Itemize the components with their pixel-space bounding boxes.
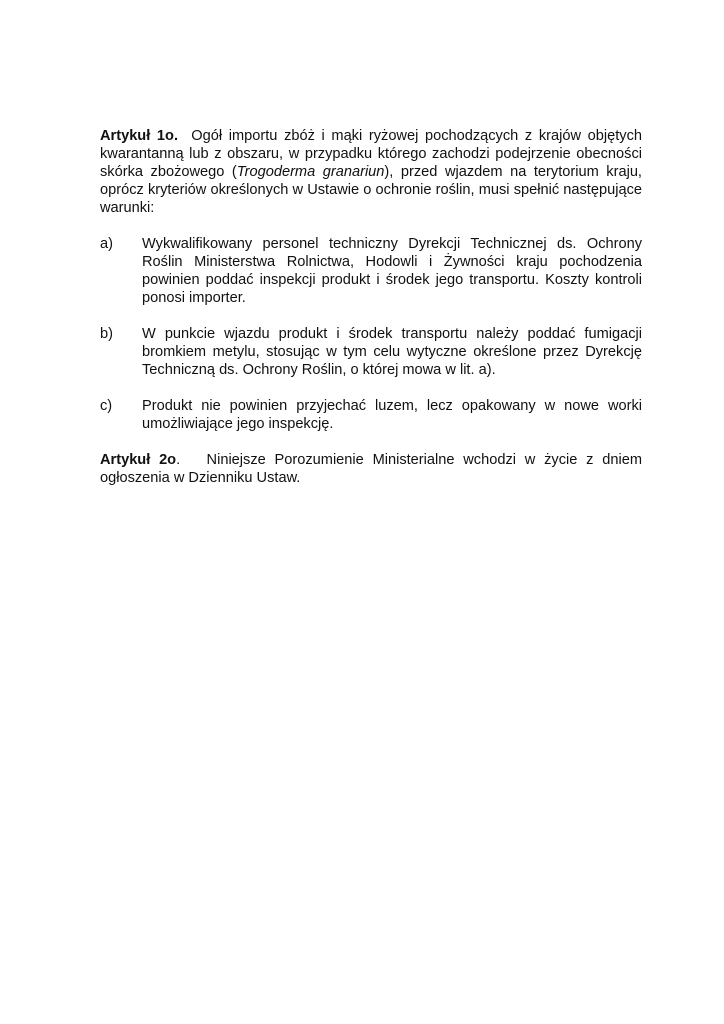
document-body <box>100 127 642 505</box>
article-2-heading-suffix: . <box>176 452 181 468</box>
article-2-heading: Artykuł 2o <box>100 452 177 468</box>
condition-item-b <box>100 325 642 379</box>
condition-letter: c) <box>100 398 113 414</box>
article-1-heading: Artykuł 1o. <box>100 128 179 144</box>
condition-item-a <box>100 235 642 307</box>
condition-letter: b) <box>100 326 113 342</box>
article-1-text-start: Ogół importu zbóż i mąki ryżowej pochodzących z krajów objętych kwarantanną lub z obszaru, w przypadku którego zachodzi podejrzenie obecności skórka zbożowego ( <box>100 128 643 180</box>
article-2-text: Niniejsze Porozumienie Ministerialne wchodzi w życie z dniem ogłoszenia w Dzienniku Ustaw. <box>100 452 642 486</box>
condition-letter: a) <box>100 236 113 252</box>
article-1-paragraph <box>100 127 642 217</box>
condition-item-c <box>100 397 642 433</box>
condition-text: W punkcie wjazdu produkt i środek transportu należy poddać fumigacji bromkiem metylu, stosując w tym celu wytyczne określone przez Dyrekcję Techniczną ds. Ochrony Roślin, o której mowa w lit. a). <box>142 326 642 378</box>
condition-text: Produkt nie powinien przyjechać luzem, lecz opakowany w nowe worki umożliwiające jego inspekcję. <box>142 398 642 432</box>
article-1-text-end: ), przed wjazdem na terytorium kraju, oprócz kryteriów określonych w Ustawie o ochronie roślin, musi spełnić następujące warunki: <box>100 164 642 216</box>
condition-text: Wykwalifikowany personel techniczny Dyrekcji Technicznej ds. Ochrony Roślin Ministerstwa Rolnictwa, Hodowli i Żywności kraju pochodzenia powinien poddać inspekcji produkt i środek jego transportu. Koszty kontroli ponosi importer. <box>142 236 642 306</box>
article-2-paragraph <box>100 451 642 487</box>
species-name: Trogoderma granariun <box>236 164 385 180</box>
